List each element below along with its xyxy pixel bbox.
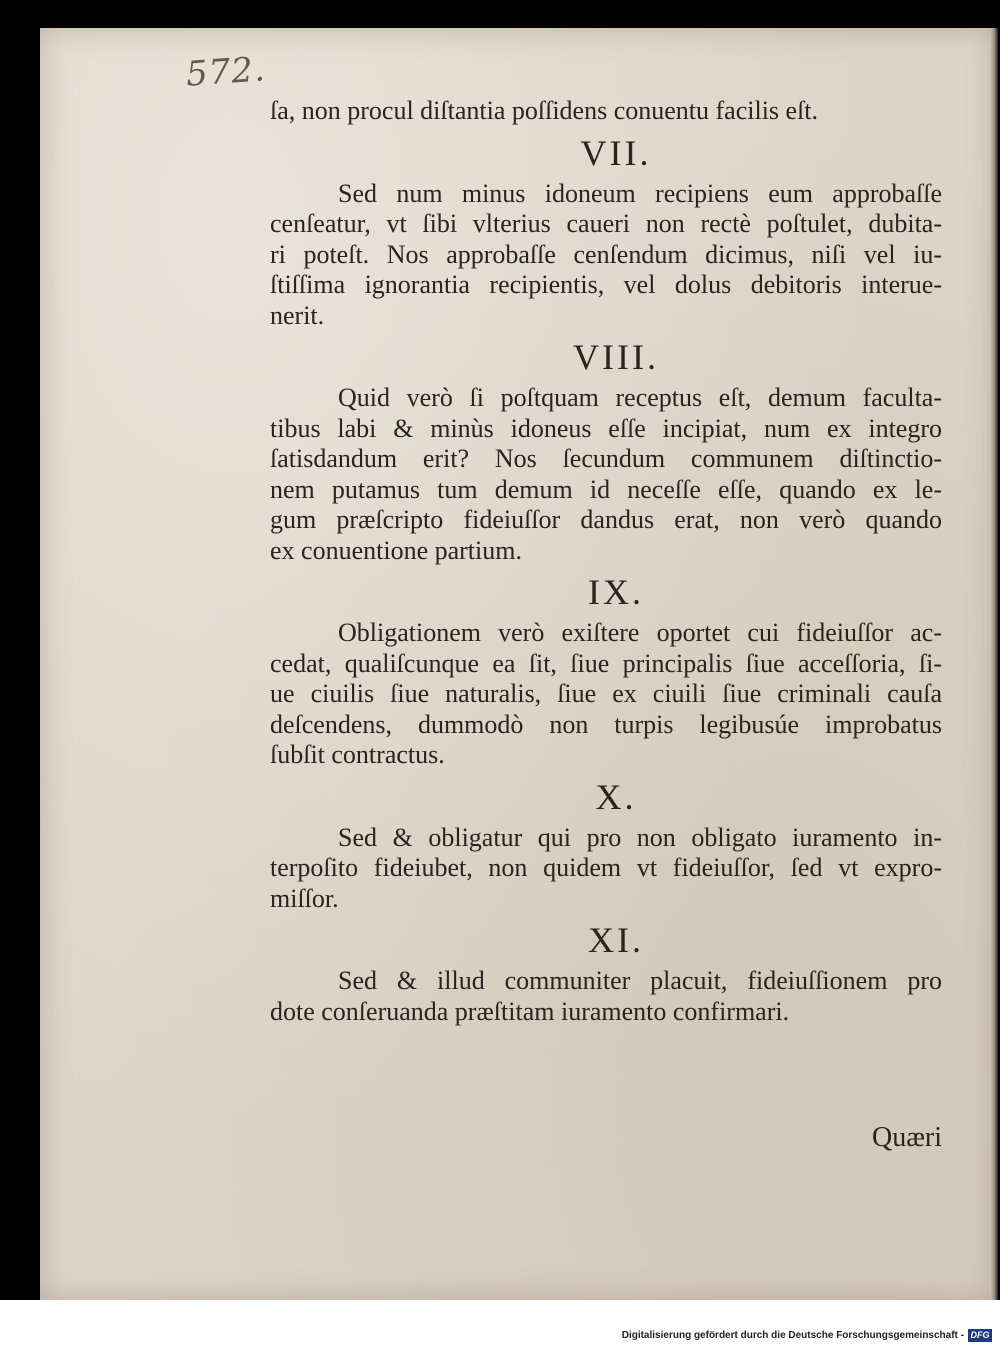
- text-line: Sed & obligatur qui pro non obligato iuramento in-: [338, 822, 942, 852]
- catchword: Quæri: [872, 1122, 942, 1153]
- paragraph-continuation: [270, 96, 942, 127]
- page-edge: [990, 28, 998, 1300]
- section-numeral-vii: VII.: [580, 132, 652, 173]
- paragraph-ix: [270, 618, 942, 771]
- text-line: ſatisdandum erit? Nos ſecundum communem diſtinctio-: [270, 444, 942, 473]
- footer-bar: [0, 1300, 1000, 1346]
- folio-number: 572.: [184, 49, 268, 95]
- dfg-logo: DFG: [968, 1329, 992, 1342]
- text-line: cenſeatur, vt ſibi vlterius caueri non rectè poſtulet, dubita-: [270, 209, 942, 238]
- text-line: ſtiſſima ignorantia recipientis, vel dolus debitoris interue-: [270, 270, 942, 299]
- text-line: Obligationem verò exiſtere oportet cui fideiuſſor ac-: [338, 618, 942, 647]
- funding-notice: Digitalisierung gefördert durch die Deutsche Forschungsgemeinschaft -: [621, 1330, 964, 1341]
- section-numeral-ix: IX.: [588, 572, 644, 612]
- text-line: dote conſeruanda præſtitam iuramento confirmari.: [270, 996, 790, 1026]
- text-line: ex conuentione partium.: [270, 535, 522, 565]
- section-numeral-viii: VIII.: [573, 337, 659, 377]
- text-line: miſſor.: [270, 883, 339, 913]
- paragraph-vii: [270, 179, 942, 332]
- text-line: ſubſit contractus.: [270, 740, 445, 769]
- text-line: ſa, non procul diſtantia poſſidens conuentu facilis eſt.: [270, 96, 819, 125]
- text-line: Quid verò ſi poſtquam receptus eſt, demum faculta-: [338, 383, 942, 412]
- section-numeral-x: X.: [595, 776, 637, 817]
- text-line: ri poteſt. Nos approbaſſe cenſendum dicimus, niſi vel iu-: [270, 239, 942, 269]
- text-line: Sed & illud communiter placuit, fideiuſſionem pro: [338, 966, 942, 995]
- body-text: [270, 96, 942, 1027]
- text-line: ue ciuilis ſiue naturalis, ſiue ex ciuili ſiue criminali cauſa: [270, 679, 942, 708]
- text-line: nem putamus tum demum id neceſſe eſſe, quando ex le-: [270, 474, 942, 504]
- text-line: deſcendens, dummodò non turpis legibusúe improbatus: [270, 709, 942, 739]
- text-line: cedat, qualiſcunque ea ſit, ſiue principalis ſiue acceſſoria, ſi-: [270, 648, 942, 678]
- paragraph-xi: [270, 966, 942, 1027]
- paragraph-x: [270, 823, 942, 915]
- section-numeral-xi: XI.: [588, 920, 644, 960]
- text-line: Sed num minus idoneum recipiens eum approbaſſe: [338, 178, 942, 208]
- text-line: tibus labi & minùs idoneus eſſe incipiat, num ex integro: [270, 413, 942, 443]
- text-line: gum præſcripto fideiuſſor dandus erat, non verò quando: [270, 505, 942, 534]
- text-line: nerit.: [270, 300, 325, 330]
- paragraph-viii: [270, 383, 942, 566]
- text-line: terpoſito fideiubet, non quidem vt fideiuſſor, ſed vt expro-: [270, 853, 942, 882]
